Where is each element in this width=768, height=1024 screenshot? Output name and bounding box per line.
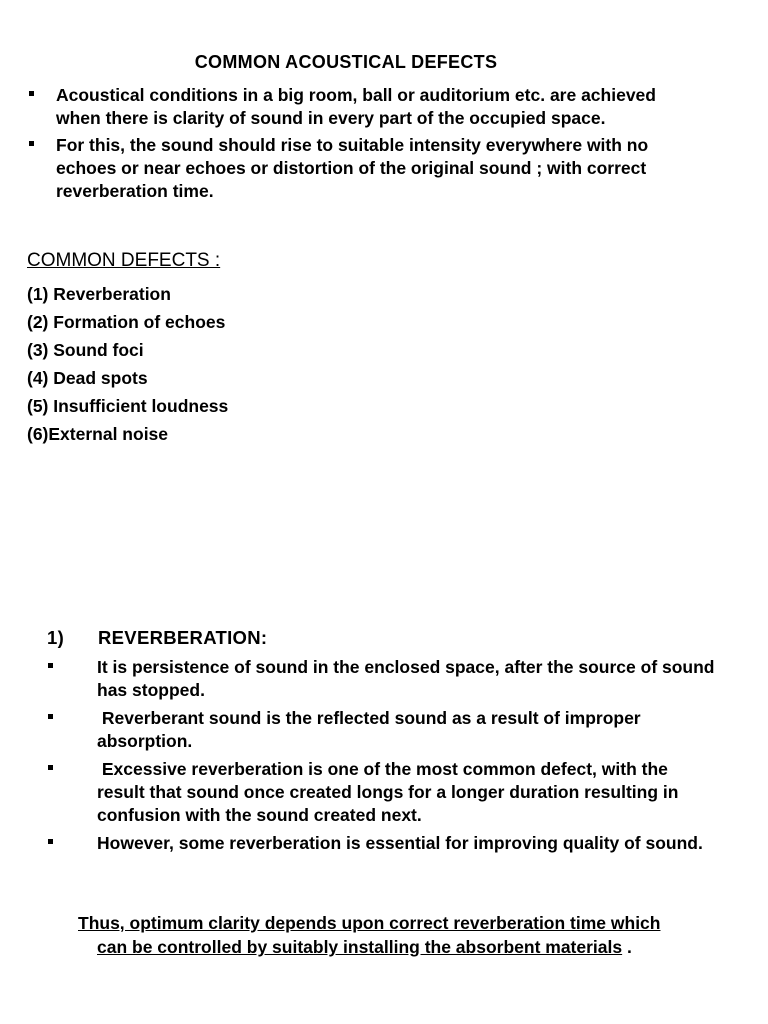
square-bullet-icon [29, 91, 34, 96]
intro-bullet-item [28, 134, 698, 203]
defect-list-item: (2) Formation of echoes [27, 312, 226, 332]
defect-list-item: (6)External noise [27, 424, 169, 444]
common-defects-heading: COMMON DEFECTS : [27, 250, 221, 271]
square-bullet-icon [48, 714, 53, 719]
reverberation-section-heading [47, 627, 267, 649]
square-bullet-icon [48, 839, 53, 844]
reverberation-bullet-item [47, 707, 719, 753]
intro-bullet-list [28, 84, 698, 207]
reverberation-bullet-item [47, 656, 719, 702]
square-bullet-icon [48, 765, 53, 770]
defect-list-item: (4) Dead spots [27, 368, 148, 388]
reverberation-bullet-text: Excessive reverberation is one of the most common defect, with the result that sound once created longs for a longer duration resulting in confusion with the sound created next. [97, 759, 684, 825]
intro-bullet-item [28, 84, 698, 130]
section-number: 1) [47, 627, 65, 648]
conclusion-line-1: Thus, optimum clarity depends upon correct reverberation time which [78, 913, 661, 933]
defect-list-item: (3) Sound foci [27, 340, 144, 360]
reverberation-bullet-text: However, some reverberation is essential for improving quality of sound. [97, 833, 703, 853]
conclusion-tail: . [622, 937, 632, 957]
reverberation-bullet-text: Reverberant sound is the reflected sound as a result of improper absorption. [97, 708, 646, 751]
reverberation-bullet-text: It is persistence of sound in the enclosed space, after the source of sound has stopped. [97, 657, 715, 700]
page-title: COMMON ACOUSTICAL DEFECTS [194, 52, 498, 72]
reverberation-bullet-item [47, 832, 719, 855]
conclusion-line-2: can be controlled by suitably installing the absorbent materials [97, 937, 623, 957]
section-title: REVERBERATION: [98, 627, 268, 648]
defect-list-item: (1) Reverberation [27, 284, 171, 304]
square-bullet-icon [29, 141, 34, 146]
conclusion-line-2-wrapper [78, 935, 738, 959]
intro-bullet-text: Acoustical conditions in a big room, ball or auditorium etc. are achieved when there is clarity of sound in every part of the occupied space. [56, 85, 656, 128]
common-defects-list [27, 280, 228, 448]
conclusion-paragraph [78, 911, 738, 959]
reverberation-bullet-item [47, 758, 719, 827]
defect-list-item: (5) Insufficient loudness [27, 396, 229, 416]
square-bullet-icon [48, 663, 53, 668]
intro-bullet-text: For this, the sound should rise to suitable intensity everywhere with no echoes or near echoes or distortion of the original sound ; with correct reverberation time. [56, 135, 649, 201]
reverberation-bullet-list [47, 656, 719, 860]
